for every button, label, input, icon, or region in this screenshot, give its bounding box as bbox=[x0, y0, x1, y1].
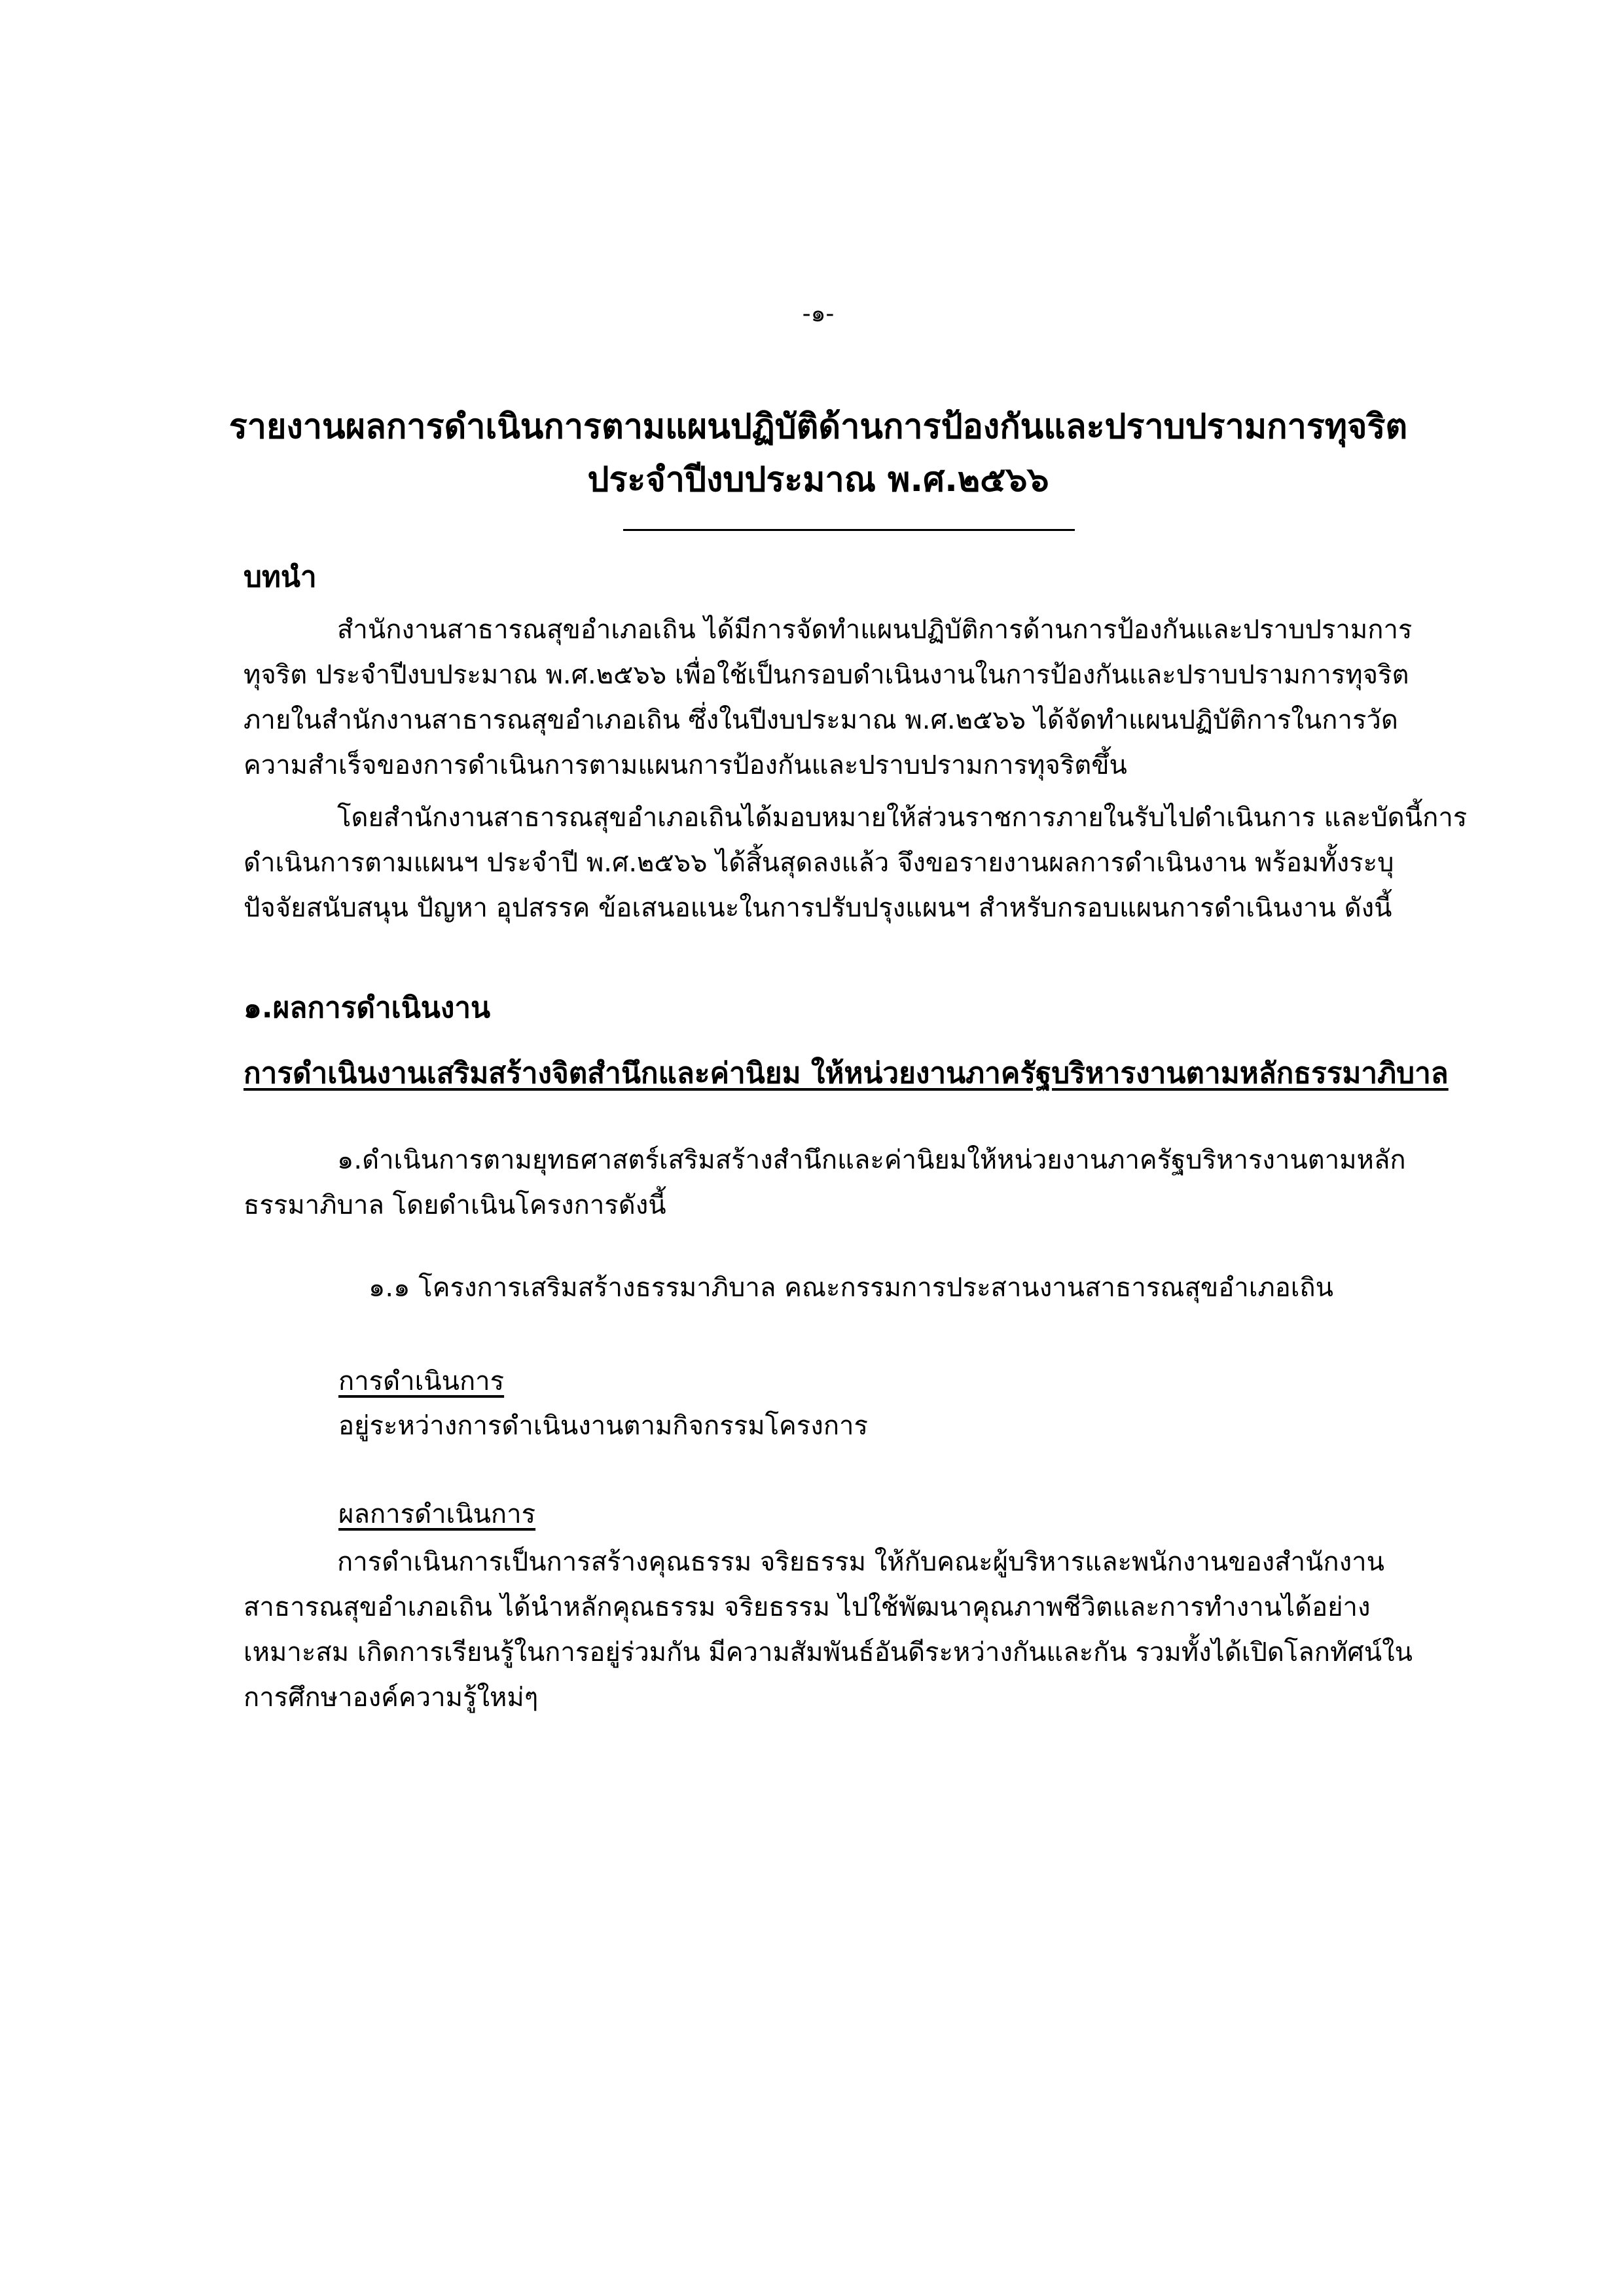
operation-text: อยู่ระหว่างการดำเนินงานตามกิจกรรมโครงการ bbox=[338, 1411, 868, 1441]
intro-paragraph-1-line-3: ภายในสำนักงานสาธารณสุขอำเภอเถิน ซึ่งในปีงบประมาณ พ.ศ.๒๕๖๖ ได้จัดทำแผนปฏิบัติการในการวัด bbox=[244, 705, 1398, 735]
title-divider bbox=[623, 529, 1075, 531]
outcome-text-line-4: การศึกษาองค์ความรู้ใหม่ๆ bbox=[244, 1683, 539, 1713]
outcome-heading: ผลการดำเนินการ bbox=[338, 1499, 536, 1529]
item-1-line-2: ธรรมาภิบาล โดยดำเนินโครงการดังนี้ bbox=[244, 1190, 666, 1220]
strategy-heading: การดำเนินงานเสริมสร้างจิตสำนึกและค่านิยม ให้หน่วยงานภาครัฐบริหารงานตามหลักธรรมาภิบาล bbox=[244, 1057, 1449, 1090]
outcome-text-line-3: เหมาะสม เกิดการเรียนรู้ในการอยู่ร่วมกัน มีความสัมพันธ์อันดีระหว่างกันและกัน รวมทั้งได้เปิดโลกทัศน์ใน bbox=[244, 1637, 1413, 1667]
document-title-line-2: ประจำปีงบประมาณ พ.ศ.๒๕๖๖ bbox=[587, 460, 1049, 500]
document-title-line-1: รายงานผลการดำเนินการตามแผนปฏิบัติด้านการป้องกันและปราบปรามการทุจริต bbox=[228, 407, 1408, 446]
item-1-line-1: ๑.ดำเนินการตามยุทธศาสตร์เสริมสร้างสำนึกและค่านิยมให้หน่วยงานภาครัฐบริหารงานตามหลัก bbox=[337, 1145, 1406, 1175]
intro-heading: บทนำ bbox=[244, 560, 317, 594]
operation-heading: การดำเนินการ bbox=[338, 1366, 505, 1396]
outcome-text-line-1: การดำเนินการเป็นการสร้างคุณธรรม จริยธรรม ให้กับคณะผู้บริหารและพนักงานของสำนักงาน bbox=[337, 1547, 1384, 1577]
intro-paragraph-1-line-2: ทุจริต ประจำปีงบประมาณ พ.ศ.๒๕๖๖ เพื่อใช้เป็นกรอบดำเนินงานในการป้องกันและปราบปรามการทุจริต bbox=[244, 660, 1409, 690]
intro-paragraph-1-line-4: ความสำเร็จของการดำเนินการตามแผนการป้องกันและปราบปรามการทุจริตขึ้น bbox=[244, 750, 1127, 780]
intro-paragraph-2-line-3: ปัจจัยสนับสนุน ปัญหา อุปสรรค ข้อเสนอแนะในการปรับปรุงแผนฯ สำหรับกรอบแผนการดำเนินงาน ดังนี้ bbox=[244, 893, 1392, 923]
intro-paragraph-1-line-1: สำนักงานสาธารณสุขอำเภอเถิน ได้มีการจัดทำแผนปฏิบัติการด้านการป้องกันและปราบปรามการ bbox=[337, 615, 1413, 645]
page-number: -๑- bbox=[802, 301, 835, 327]
project-1-1-title: ๑.๑ โครงการเสริมสร้างธรรมาภิบาล คณะกรรมการประสานงานสาธารณสุขอำเภอเถิน bbox=[369, 1273, 1333, 1303]
intro-paragraph-2-line-1: โดยสำนักงานสาธารณสุขอำเภอเถินได้มอบหมายให้ส่วนราชการภายในรับไปดำเนินการ และบัดนี้การ bbox=[337, 803, 1468, 833]
results-heading: ๑.ผลการดำเนินงาน bbox=[244, 991, 491, 1025]
outcome-text-line-2: สาธารณสุขอำเภอเถิน ได้นำหลักคุณธรรม จริยธรรม ไปใช้พัฒนาคุณภาพชีวิตและการทำงานได้อย่าง bbox=[244, 1592, 1371, 1622]
intro-paragraph-2-line-2: ดำเนินการตามแผนฯ ประจำปี พ.ศ.๒๕๖๖ ได้สิ้นสุดลงแล้ว จึงขอรายงานผลการดำเนินงาน พร้อมทั้งระบุ bbox=[244, 848, 1394, 878]
